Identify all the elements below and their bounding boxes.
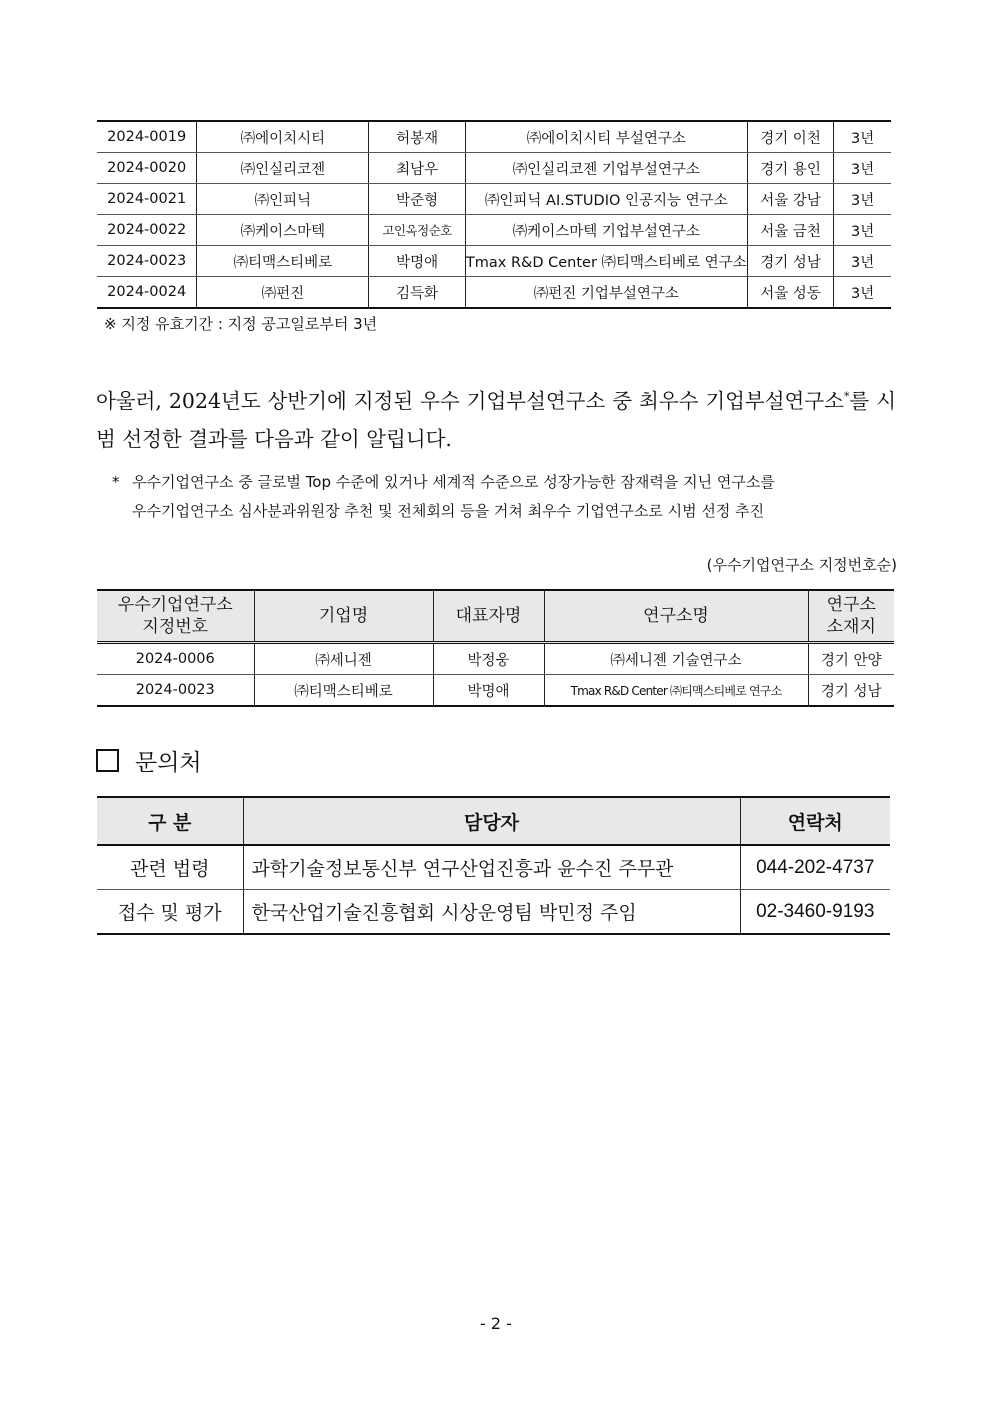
cell-company: ㈜티맥스티베로 <box>254 675 433 707</box>
cell-representative: 허봉재 <box>369 121 466 153</box>
cell-category: 관련 법령 <box>97 845 243 890</box>
column-header <box>544 590 808 643</box>
cell-representative: 박명애 <box>369 246 466 277</box>
cell-designation-number: 2024-0006 <box>97 643 254 675</box>
cell-phone: 044-202-4737 <box>740 845 890 890</box>
cell-category: 접수 및 평가 <box>97 890 243 935</box>
table-row <box>97 845 890 890</box>
cell-contact-person: 과학기술정보통신부 연구산업진흥과 윤수진 주무관 <box>243 845 740 890</box>
cell-designation-number: 2024-0023 <box>97 246 197 277</box>
cell-representative: 박정웅 <box>433 643 544 675</box>
order-note: (우수기업연구소 지정번호순) <box>706 556 897 574</box>
cell-company: ㈜세니젠 <box>254 643 433 675</box>
cell-designation-number: 2024-0022 <box>97 215 197 246</box>
cell-company: ㈜인실리코젠 <box>197 153 369 184</box>
cell-validity: 3년 <box>834 184 891 215</box>
header-line: 기업명 <box>318 606 369 626</box>
cell-company: ㈜케이스마텍 <box>197 215 369 246</box>
column-header <box>808 590 894 643</box>
column-header: 구 분 <box>97 797 243 845</box>
table-row <box>97 890 890 935</box>
cell-designation-number: 2024-0020 <box>97 153 197 184</box>
contact-table <box>97 796 890 935</box>
table-row <box>97 277 891 309</box>
cell-validity: 3년 <box>834 153 891 184</box>
header-line: 지정번호 <box>142 617 209 637</box>
table-row <box>97 675 894 707</box>
cell-phone: 02-3460-9193 <box>740 890 890 935</box>
cell-lab-name: ㈜인실리코젠 기업부설연구소 <box>465 153 747 184</box>
cell-designation-number: 2024-0019 <box>97 121 197 153</box>
cell-location: 서울 금천 <box>747 215 834 246</box>
cell-validity: 3년 <box>834 277 891 309</box>
table-row <box>97 215 891 246</box>
page-number: - 2 - <box>480 1314 512 1333</box>
contact-heading <box>96 744 202 777</box>
announcement-text: 아울러, 2024년도 상반기에 지정된 우수 기업부설연구소 중 최우수 기업부설연구소 <box>96 389 844 413</box>
table-row <box>97 184 891 215</box>
column-header: 연락처 <box>740 797 890 845</box>
cell-company: ㈜티맥스티베로 <box>197 246 369 277</box>
cell-lab-name: ㈜세니젠 기술연구소 <box>544 643 808 675</box>
cell-company: ㈜펀진 <box>197 277 369 309</box>
cell-representative: 박준형 <box>369 184 466 215</box>
cell-location: 경기 성남 <box>808 675 894 707</box>
cell-representative: 최남우 <box>369 153 466 184</box>
footnote-mark: * <box>112 473 120 491</box>
table-row <box>97 643 894 675</box>
cell-location: 경기 용인 <box>747 153 834 184</box>
cell-lab-name: Tmax R&D Center ㈜티맥스티베로 연구소 <box>544 675 808 707</box>
cell-representative: 고인옥정순호 <box>369 215 466 246</box>
cell-validity: 3년 <box>834 246 891 277</box>
cell-designation-number: 2024-0023 <box>97 675 254 707</box>
footnote-marker: * <box>843 390 850 403</box>
footnote-line-2: 우수기업연구소 심사분과위원장 추천 및 전체회의 등을 거쳐 최우수 기업연구소로 시범 선정 추진 <box>132 502 765 520</box>
cell-representative: 김득화 <box>369 277 466 309</box>
cell-location: 경기 이천 <box>747 121 834 153</box>
footnote <box>112 468 896 526</box>
cell-lab-name: ㈜인피닉 AI.STUDIO 인공지능 연구소 <box>465 184 747 215</box>
header-line: 우수기업연구소 <box>117 595 233 615</box>
table-row <box>97 121 891 153</box>
cell-location: 경기 안양 <box>808 643 894 675</box>
cell-lab-name: ㈜펀진 기업부설연구소 <box>465 277 747 309</box>
header-line: 연구소 <box>826 595 876 615</box>
cell-designation-number: 2024-0024 <box>97 277 197 309</box>
validity-note: ※ 지정 유효기간 : 지정 공고일로부터 3년 <box>104 315 378 333</box>
footnote-line-1: 우수기업연구소 중 글로벌 Top 수준에 있거나 세계적 수준으로 성장가능한 잠재력을 지닌 연구소를 <box>132 473 775 491</box>
cell-lab-name: Tmax R&D Center ㈜티맥스티베로 연구소 <box>465 246 747 277</box>
top-lab-table <box>97 589 894 707</box>
announcement-text-end: 를 시범 선정한 결과를 다음과 같이 알립니다. <box>96 389 897 451</box>
cell-validity: 3년 <box>834 215 891 246</box>
column-header: 담당자 <box>243 797 740 845</box>
header-line: 연구소명 <box>643 606 709 626</box>
cell-location: 서울 성동 <box>747 277 834 309</box>
cell-designation-number: 2024-0021 <box>97 184 197 215</box>
cell-lab-name: ㈜케이스마텍 기업부설연구소 <box>465 215 747 246</box>
cell-representative: 박명애 <box>433 675 544 707</box>
header-line: 대표자명 <box>455 606 522 626</box>
table-row <box>97 153 891 184</box>
table-row <box>97 246 891 277</box>
designation-table <box>97 120 891 309</box>
cell-location: 경기 성남 <box>747 246 834 277</box>
cell-contact-person: 한국산업기술진흥협회 시상운영팀 박민정 주임 <box>243 890 740 935</box>
cell-validity: 3년 <box>834 121 891 153</box>
header-line: 소재지 <box>826 617 876 637</box>
cell-company: ㈜인피닉 <box>197 184 369 215</box>
checkbox-square-icon <box>96 749 119 772</box>
cell-lab-name: ㈜에이치시티 부설연구소 <box>465 121 747 153</box>
contact-heading-label: 문의처 <box>135 750 202 776</box>
column-header <box>254 590 433 643</box>
cell-location: 서울 강남 <box>747 184 834 215</box>
cell-company: ㈜에이치시티 <box>197 121 369 153</box>
announcement-paragraph <box>96 378 896 458</box>
column-header <box>97 590 254 643</box>
column-header <box>433 590 544 643</box>
